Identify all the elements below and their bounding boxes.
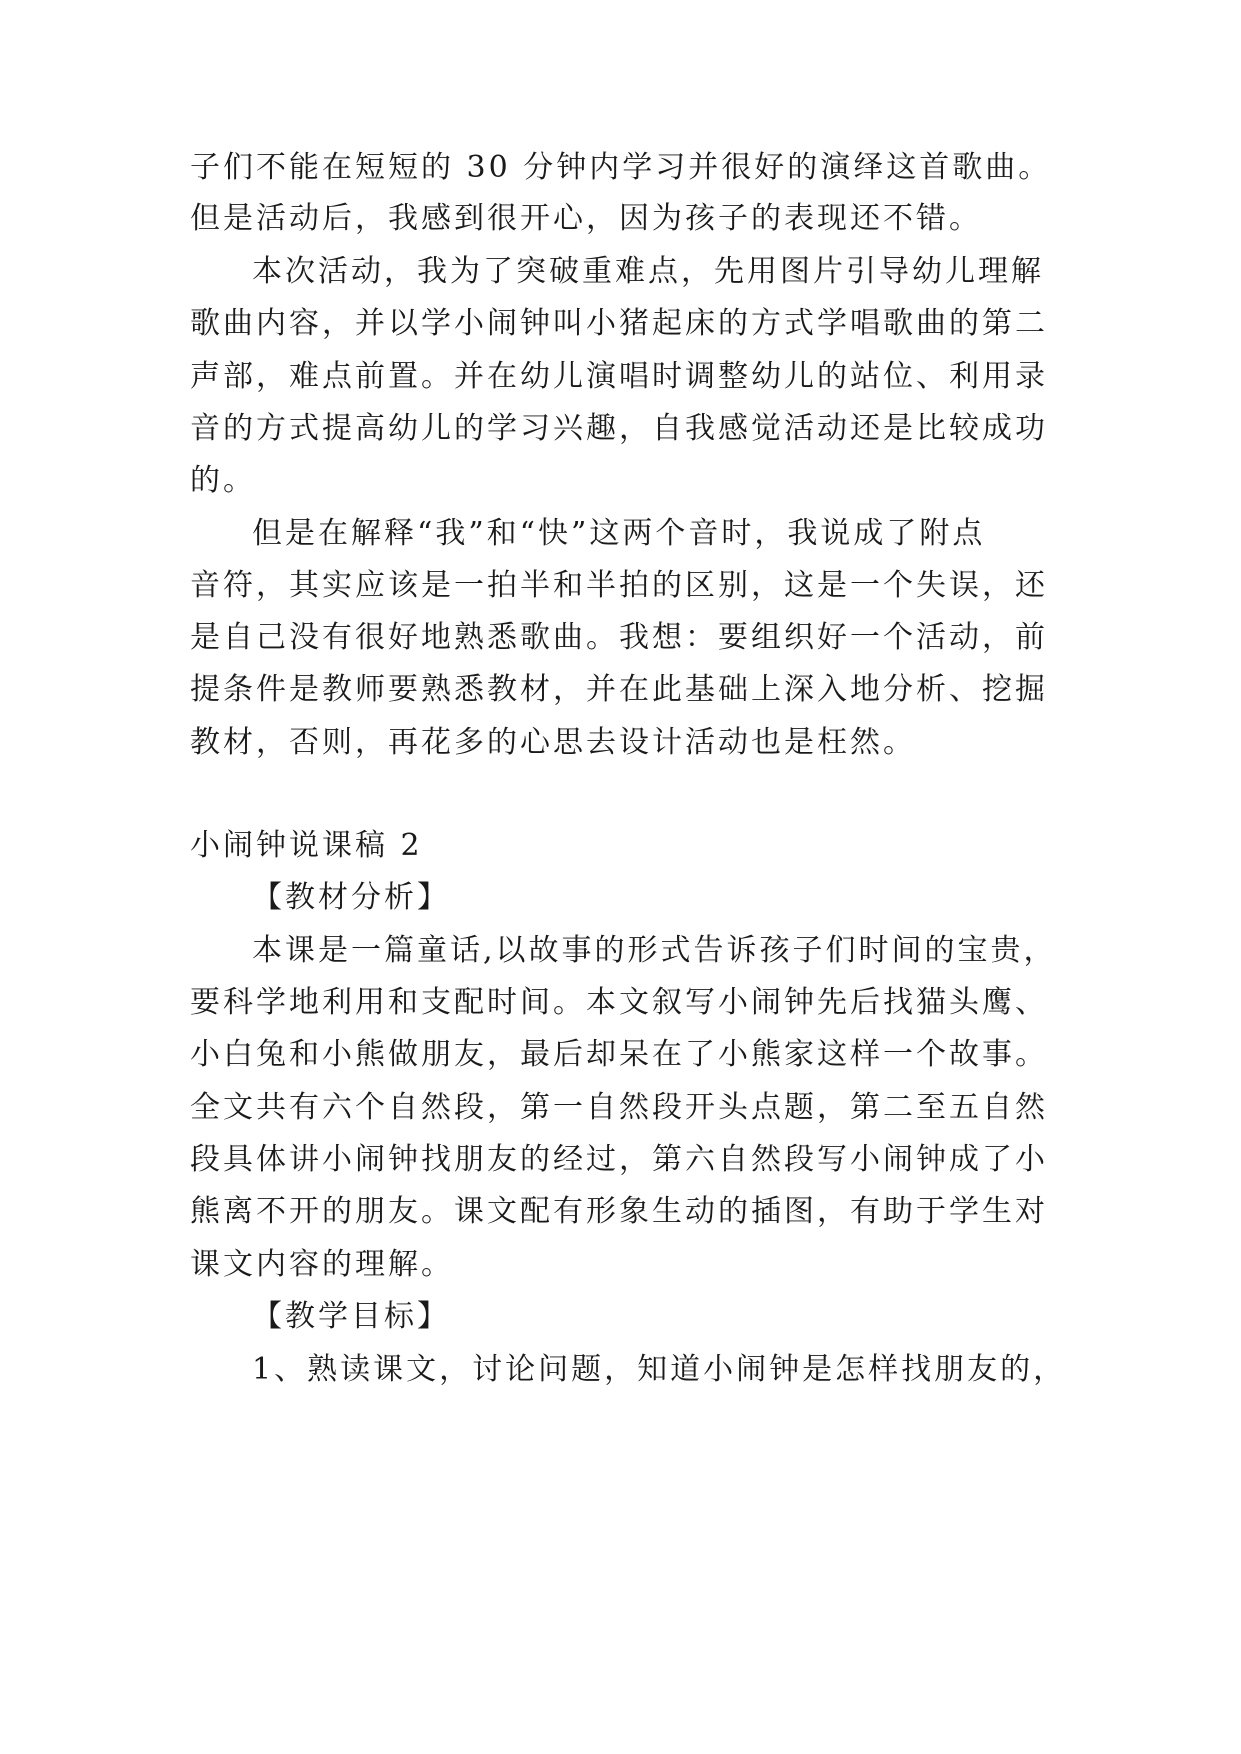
- body-line: 提条件是教师要熟悉教材，并在此基础上深入地分析、挖掘: [190, 672, 1048, 707]
- body-line: 的。: [190, 463, 256, 498]
- body-line: 但是活动后，我感到很开心，因为孩子的表现还不错。: [190, 201, 982, 236]
- body-line: 本次活动，我为了突破重难点，先用图片引导幼儿理解: [252, 254, 1044, 289]
- section-heading: 【教学目标】: [252, 1299, 450, 1334]
- body-line: 音符，其实应该是一拍半和半拍的区别，这是一个失误，还: [190, 568, 1048, 603]
- section-title: 小闹钟说课稿 2: [190, 828, 423, 863]
- body-line: 音的方式提高幼儿的学习兴趣，自我感觉活动还是比较成功: [190, 411, 1048, 446]
- body-line: 但是在解释“我”和“快”这两个音时，我说成了附点: [252, 516, 986, 551]
- section-heading: 【教材分析】: [252, 880, 450, 915]
- body-line: 声部，难点前置。并在幼儿演唱时调整幼儿的站位、利用录: [190, 359, 1048, 394]
- body-line: 全文共有六个自然段，第一自然段开头点题，第二至五自然: [190, 1090, 1048, 1125]
- body-line: 本课是一篇童话,以故事的形式告诉孩子们时间的宝贵，: [252, 933, 1057, 968]
- body-line: 小白兔和小熊做朋友，最后却呆在了小熊家这样一个故事。: [190, 1037, 1048, 1072]
- body-line: 课文内容的理解。: [190, 1247, 454, 1282]
- body-line: 段具体讲小闹钟找朋友的经过，第六自然段写小闹钟成了小: [190, 1142, 1048, 1177]
- body-line: 是自己没有很好地熟悉歌曲。我想：要组织好一个活动，前: [190, 620, 1048, 655]
- body-line: 熊离不开的朋友。课文配有形象生动的插图，有助于学生对: [190, 1194, 1048, 1229]
- body-line: 歌曲内容，并以学小闹钟叫小猪起床的方式学唱歌曲的第二: [190, 306, 1048, 341]
- list-item: 1、熟读课文，讨论问题，知道小闹钟是怎样找朋友的，: [252, 1352, 1067, 1387]
- body-line: 教材，否则，再花多的心思去设计活动也是枉然。: [190, 725, 916, 760]
- body-line: 要科学地利用和支配时间。本文叙写小闹钟先后找猫头鹰、: [190, 985, 1048, 1020]
- body-line: 子们不能在短短的 30 分钟内学习并很好的演绎这首歌曲。: [190, 150, 1052, 185]
